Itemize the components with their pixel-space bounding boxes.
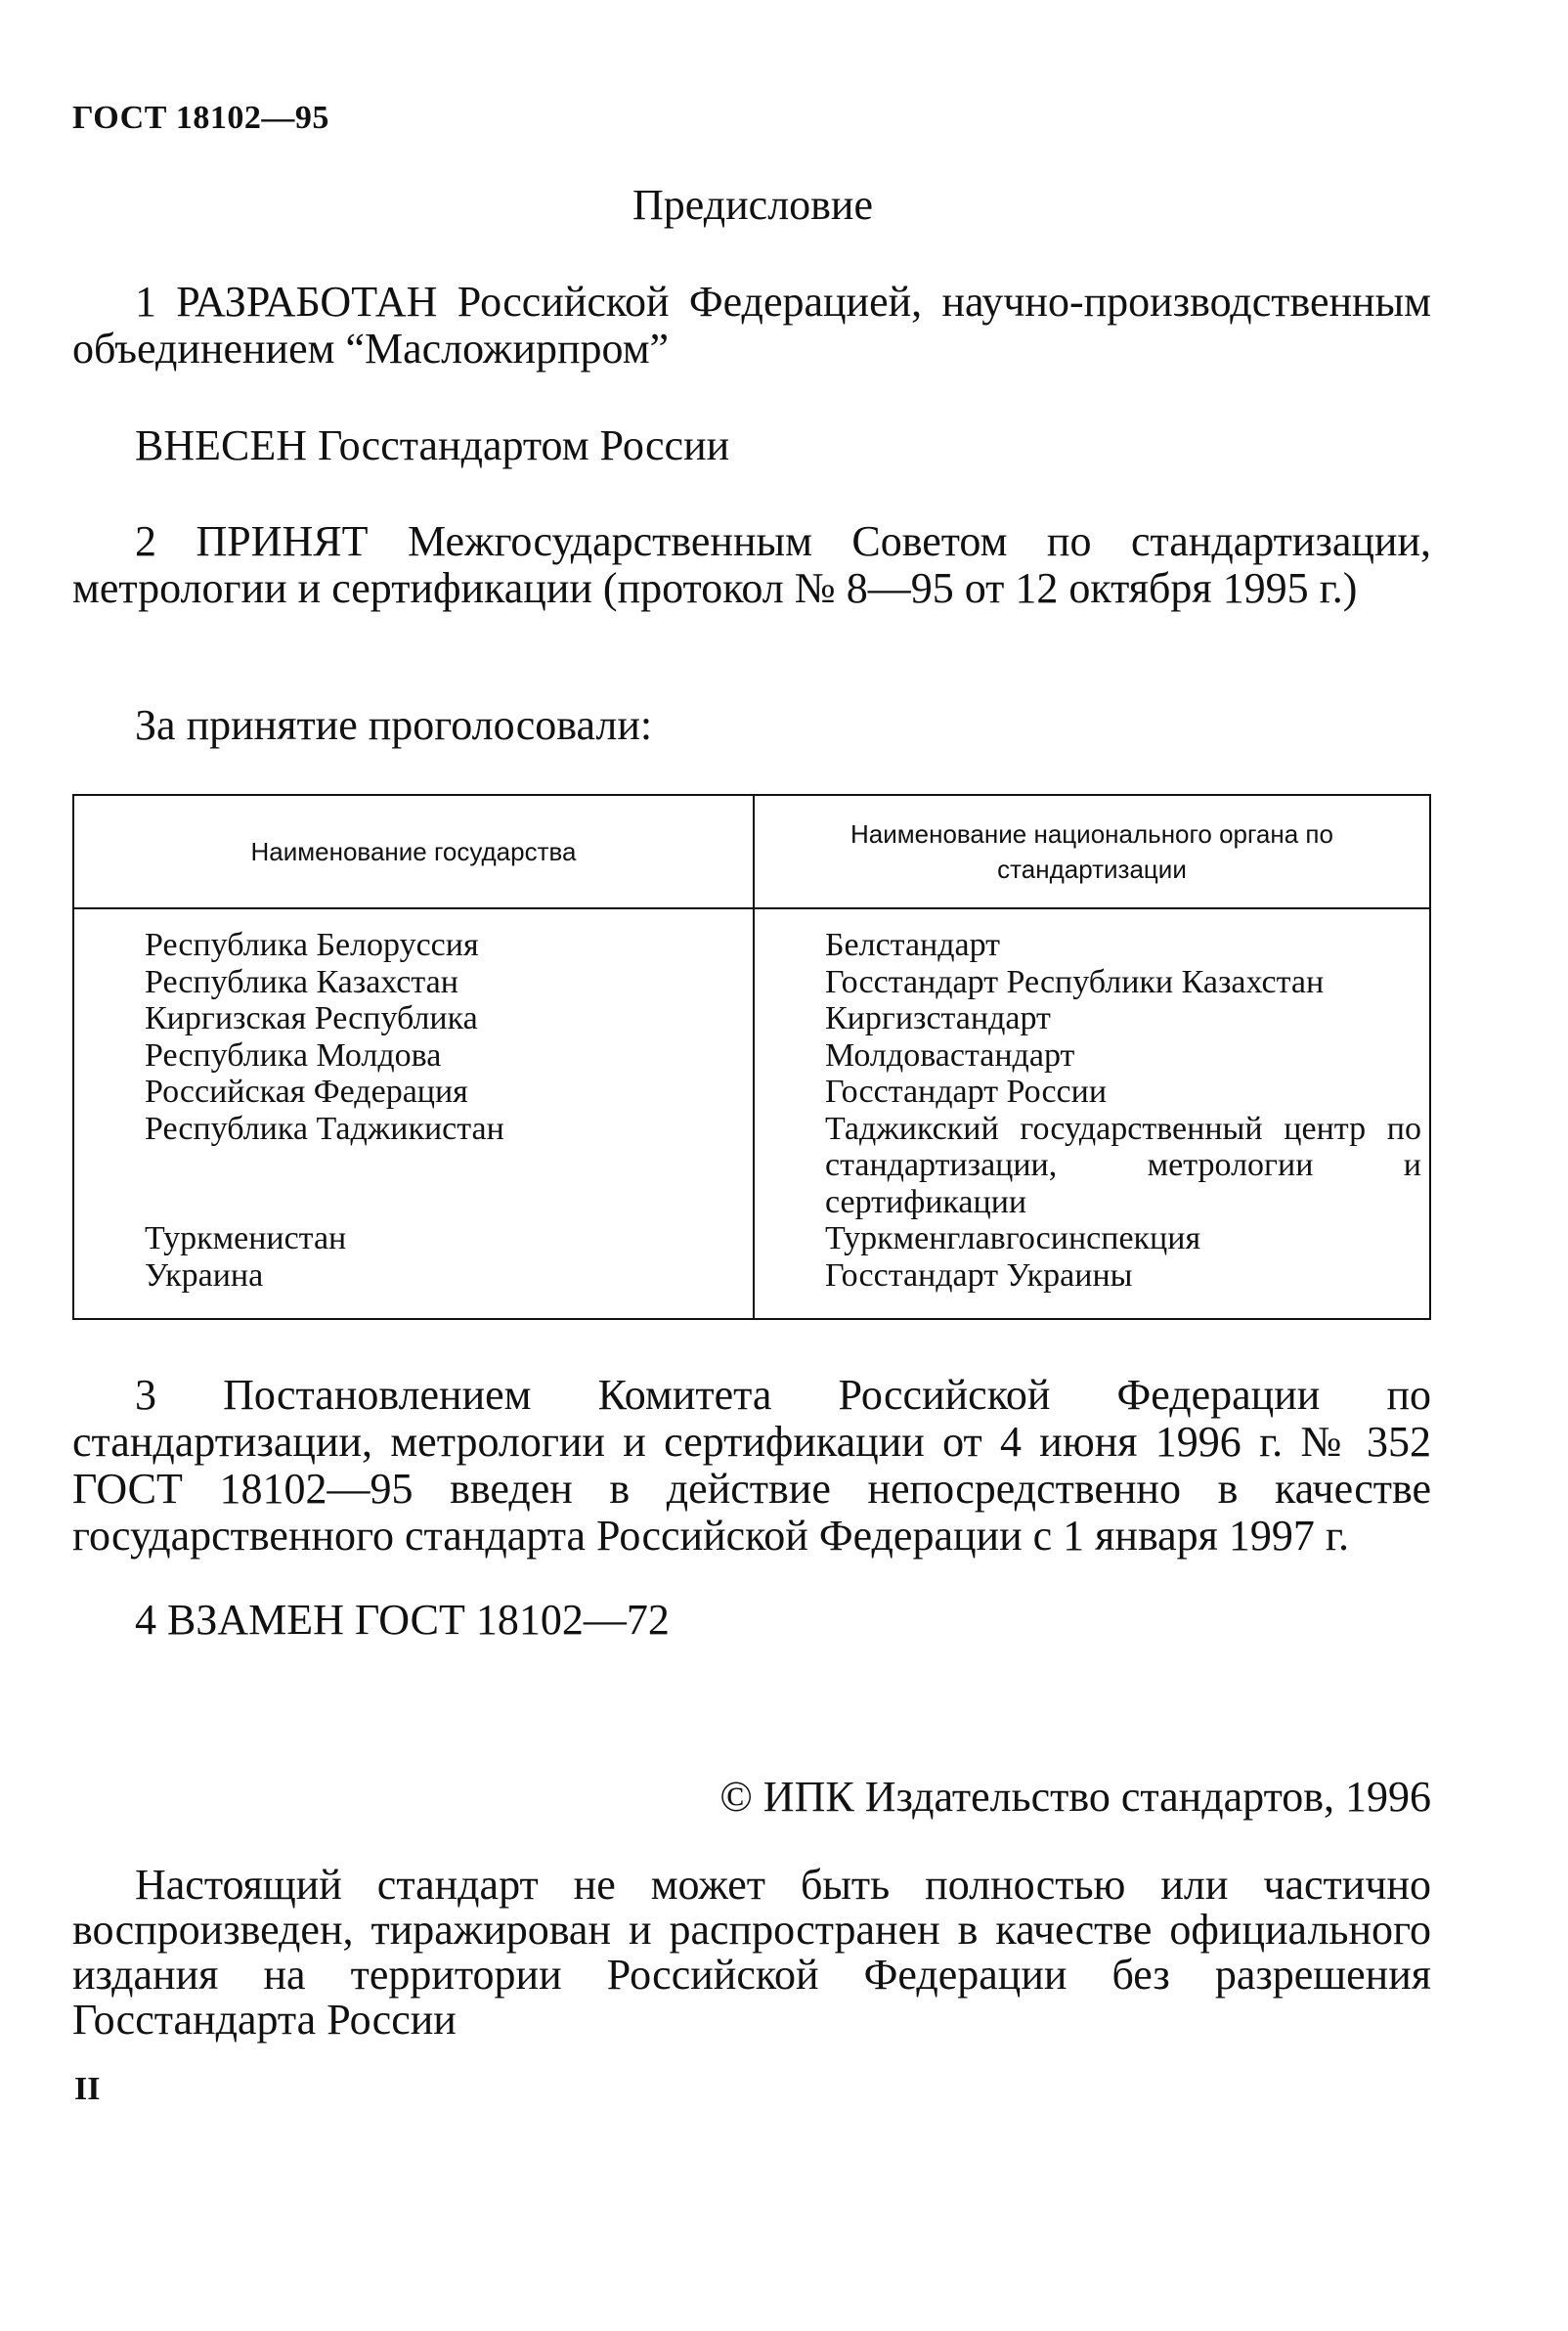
table-cell-state: Республика Казахстан (145, 963, 458, 1000)
page-title: Предисловие (632, 181, 873, 229)
table-header-body: Наименование национального органа по стандартизации (850, 819, 1333, 884)
table-cell-state: Киргизская Республика (145, 1000, 478, 1036)
table-header-state: Наименование государства (250, 837, 577, 866)
table-column-states (145, 927, 731, 1294)
table-cell-body: Госстандарт Украины (825, 1256, 1133, 1294)
paragraph-introduced: ВНЕСЕН Госстандартом России (135, 421, 730, 469)
paragraph-voted: За принятие проголосовали: (135, 701, 653, 749)
paragraph-developed: 1 РАЗРАБОТАН Российской Федерацией, научно-производственным объединением “Масложирпром” (72, 278, 1431, 373)
legal-notice: Настоящий стандарт не может быть полностью или частично воспроизведен, тиражирован и распространен в качестве официального издания на территории Российской Федерации без разрешения Госстандарта России (72, 1861, 1431, 2044)
standard-code: ГОСТ 18102—95 (72, 100, 329, 136)
table-cell-state: Российская Федерация (145, 1074, 468, 1110)
paragraph-enacted: 3 Постановлением Комитета Российской Федерации по стандартизации, метрологии и сертификации от 4 июня 1996 г. № 352 ГОСТ 18102—95 введен в действие непосредственно в качестве государственного стандарта Российской Федерации с 1 января 1997 г. (72, 1371, 1431, 1560)
page-number: II (74, 2071, 101, 2107)
paragraph-replaces: 4 ВЗАМЕН ГОСТ 18102—72 (135, 1596, 670, 1644)
table-header-divider (74, 907, 1429, 909)
table-cell-state: Республика Белоруссия (145, 927, 479, 963)
table-cell-body: Госстандарт Республики Казахстан (825, 963, 1325, 1000)
voting-table (72, 794, 1431, 1320)
table-cell-body: Белстандарт (825, 927, 1001, 963)
table-cell-state: Республика Молдова (145, 1036, 442, 1074)
table-cell-body: Таджикский государственный центр по стандартизации, метрологии и сертификации (825, 1110, 1421, 1220)
table-cell-body: Киргизстандарт (825, 1000, 1051, 1036)
table-spacer (145, 1147, 731, 1220)
table-cell-body: Туркменглавгосинспекция (825, 1220, 1201, 1256)
table-column-bodies (825, 927, 1421, 1294)
copyright-line: © ИПК Издательство стандартов, 1996 (719, 1773, 1431, 1821)
table-cell-state: Украина (145, 1256, 264, 1294)
table-cell-body: Госстандарт России (825, 1074, 1108, 1110)
paragraph-adopted: 2 ПРИНЯТ Межгосударственным Советом по стандартизации, метрологии и сертификации (протокол № 8—95 от 12 октября 1995 г.) (72, 517, 1431, 612)
table-cell-body: Молдовастандарт (825, 1036, 1075, 1074)
table-cell-state: Республика Таджикистан (145, 1110, 504, 1147)
table-cell-state: Туркменистан (145, 1220, 347, 1256)
